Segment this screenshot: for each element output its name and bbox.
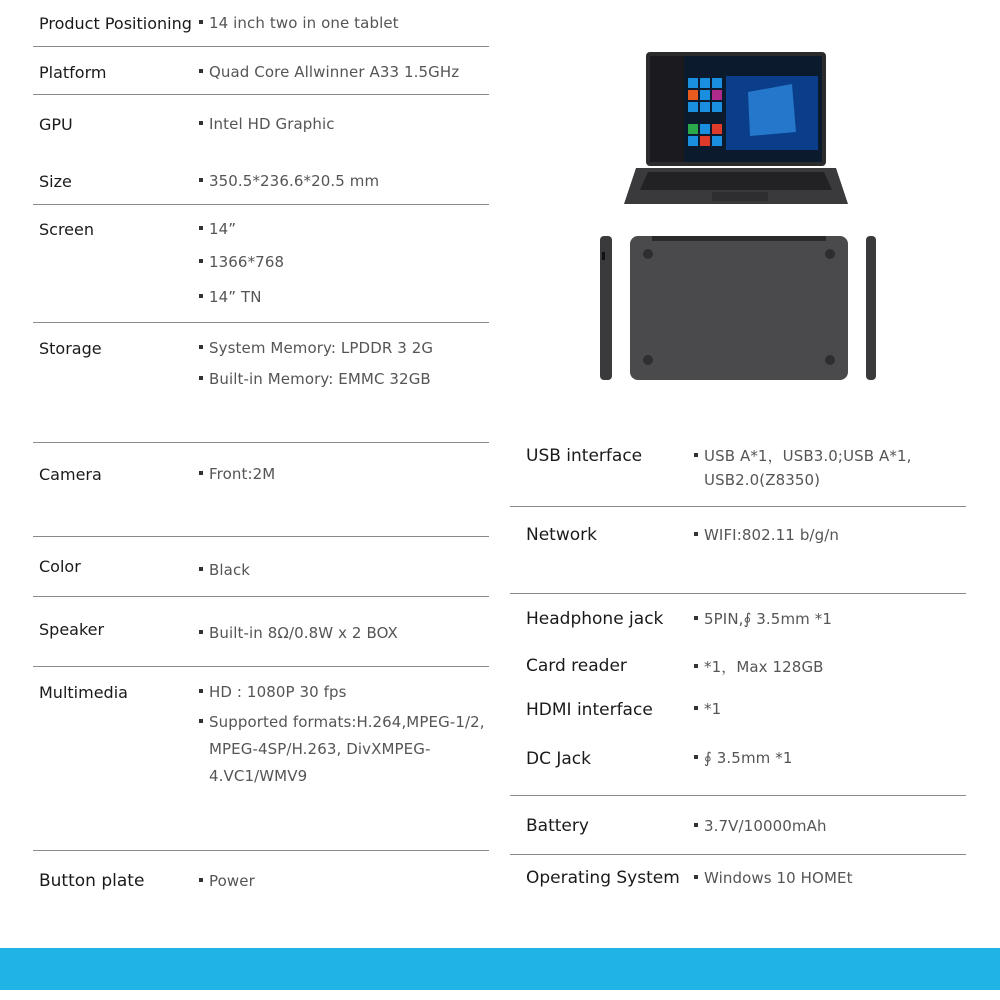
label-screen: Screen	[39, 220, 95, 239]
label-camera: Camera	[39, 465, 102, 484]
value-screen-resolution: 1366*768	[199, 253, 284, 271]
label-network: Network	[526, 525, 597, 545]
value-button-plate: Power	[199, 872, 255, 890]
divider	[510, 593, 966, 594]
value-multimedia-formats: Supported formats:H.264,MPEG-1/2, MPEG-4SP/H.263, DivXMPEG-4.VC1/WMV9	[199, 709, 499, 790]
divider	[510, 506, 966, 507]
label-multimedia: Multimedia	[39, 683, 128, 702]
value-product-positioning: 14 inch two in one tablet	[199, 14, 399, 32]
label-button-plate: Button plate	[39, 871, 145, 891]
label-product-positioning: Product Positioning	[39, 14, 192, 33]
label-operating-system: Operating System	[526, 868, 680, 888]
value-color: Black	[199, 561, 250, 579]
divider	[510, 795, 966, 796]
label-headphone-jack: Headphone jack	[526, 609, 664, 629]
laptop-open-image	[620, 48, 852, 208]
value-card-reader: *1，Max 128GB	[694, 656, 824, 677]
value-platform: Quad Core Allwinner A33 1.5GHz	[199, 63, 459, 81]
label-card-reader: Card reader	[526, 656, 627, 676]
divider	[33, 442, 489, 443]
divider	[33, 46, 489, 47]
value-size: 350.5*236.6*20.5 mm	[199, 172, 379, 190]
value-multimedia-hd: HD : 1080P 30 fps	[199, 683, 347, 701]
label-speaker: Speaker	[39, 620, 105, 639]
divider	[33, 536, 489, 537]
divider	[33, 666, 489, 667]
label-usb-interface: USB interface	[526, 446, 643, 466]
divider	[510, 854, 966, 855]
label-hdmi-interface: HDMI interface	[526, 700, 653, 720]
value-gpu: Intel HD Graphic	[199, 115, 335, 133]
value-screen-size: 14”	[199, 220, 236, 238]
value-network: WIFI:802.11 b/g/n	[694, 526, 839, 544]
bottom-margin	[0, 990, 1000, 1000]
label-storage: Storage	[39, 339, 102, 358]
value-usb-interface: USB A*1，USB3.0;USB A*1, USB2.0(Z8350)	[694, 444, 944, 492]
laptop-bottom-side-image	[596, 232, 880, 384]
value-battery: 3.7V/10000mAh	[694, 817, 827, 835]
divider	[33, 322, 489, 323]
label-color: Color	[39, 557, 81, 576]
value-headphone-jack: 5PIN,∮ 3.5mm *1	[694, 610, 832, 628]
value-hdmi-interface: *1	[694, 700, 721, 718]
value-dc-jack: ∮ 3.5mm *1	[694, 749, 792, 767]
label-platform: Platform	[39, 63, 107, 82]
value-builtin-memory: Built-in Memory: EMMC 32GB	[199, 370, 431, 388]
divider	[33, 94, 489, 95]
label-size: Size	[39, 172, 72, 191]
label-gpu: GPU	[39, 115, 73, 134]
footer-bar	[0, 948, 1000, 990]
label-dc-jack: DC Jack	[526, 749, 591, 769]
value-camera: Front:2M	[199, 465, 275, 483]
label-battery: Battery	[526, 816, 589, 836]
value-speaker: Built-in 8Ω/0.8W x 2 BOX	[199, 624, 398, 642]
value-screen-panel: 14” TN	[199, 288, 262, 306]
divider	[33, 596, 489, 597]
value-system-memory: System Memory: LPDDR 3 2G	[199, 339, 433, 357]
value-operating-system: Windows 10 HOMEt	[694, 869, 853, 887]
divider	[33, 850, 489, 851]
divider	[33, 204, 489, 205]
